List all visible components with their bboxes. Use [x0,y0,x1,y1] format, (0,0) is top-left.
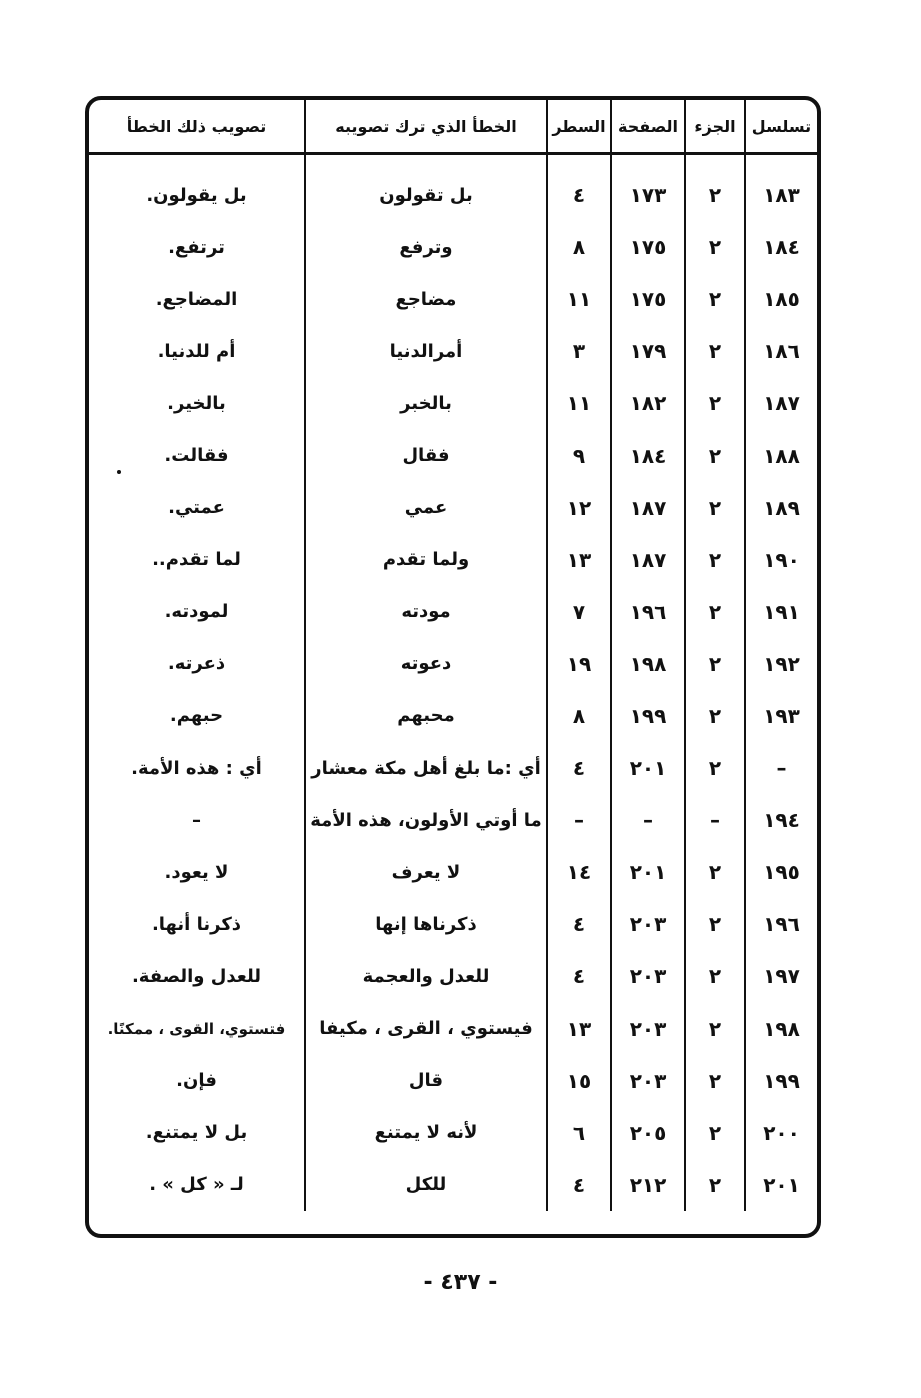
error-cell: مودته [305,586,547,638]
line-cell: ٤ [547,898,611,950]
line-cell: ٤ [547,154,611,222]
page-cell: ٢٠٣ [611,898,685,950]
correction-cell: ترتفع. [168,236,225,258]
error-cell: محبهم [305,690,547,742]
page-cell: ٢٠٣ [611,1003,685,1055]
error-cell: للعدل والعجمة [305,950,547,1002]
page-cell: ١٧٥ [611,221,685,273]
page-cell: ١٩٩ [611,690,685,742]
serial-cell: ١٩٠ [745,534,817,586]
table-row [89,1055,817,1107]
error-cell: فقال [305,429,547,481]
table-row [89,638,817,690]
page-cell: ٢١٢ [611,1159,685,1211]
line-cell: ٧ [547,586,611,638]
error-cell: وترفع [305,221,547,273]
volume-cell: ٢ [685,950,745,1002]
correction-cell: ذعرته. [167,653,226,675]
line-cell: ١٣ [547,1003,611,1055]
line-cell: ٨ [547,690,611,742]
correction-cell: لا يعود. [164,861,229,883]
errata-table-frame [85,96,821,1238]
volume-cell: ٢ [685,482,745,534]
page-cell: ٢٠١ [611,742,685,794]
table-row [89,586,817,638]
error-cell: مضاجع [305,273,547,325]
line-cell: ٤ [547,742,611,794]
page-cell: ٢٠١ [611,846,685,898]
correction-cell: عمتي. [168,497,225,519]
table-row [89,534,817,586]
volume-cell: ٢ [685,534,745,586]
volume-cell: ٢ [685,325,745,377]
correction-cell: ذكرنا أنها. [151,913,242,935]
serial-cell: ١٩٢ [745,638,817,690]
volume-cell: ٢ [685,1055,745,1107]
volume-cell: ٢ [685,638,745,690]
volume-cell: ٢ [685,846,745,898]
header-page: الصفحة [611,100,685,154]
page-cell: ١٨٢ [611,377,685,429]
page-cell: ١٩٨ [611,638,685,690]
line-cell: ١١ [547,273,611,325]
table-row [89,1159,817,1211]
serial-cell: ١٨٩ [745,482,817,534]
error-cell: أمرالدنيا [305,325,547,377]
table-row [89,898,817,950]
line-cell: ٨ [547,221,611,273]
volume-cell: ٢ [685,154,745,222]
volume-cell: ٢ [685,1107,745,1159]
table-row [89,325,817,377]
table-row [89,377,817,429]
serial-cell: ١٩٨ [745,1003,817,1055]
page-cell: – [611,794,685,846]
table-row [89,950,817,1002]
serial-cell: ٢٠٠ [745,1107,817,1159]
volume-cell: ٢ [685,742,745,794]
page-cell: ١٧٣ [611,154,685,222]
serial-cell: – [745,742,817,794]
table-row [89,1107,817,1159]
line-cell: ١٥ [547,1055,611,1107]
error-cell: ما أوتي الأولون، هذه الأمة [305,794,547,846]
line-cell: ١٤ [547,846,611,898]
serial-cell: ١٨٣ [745,154,817,222]
page-cell: ٢٠٣ [611,1055,685,1107]
volume-cell: ٢ [685,586,745,638]
table-row [89,1003,817,1055]
correction-cell: أم للدنيا. [157,340,236,362]
serial-cell: ١٨٤ [745,221,817,273]
page-cell: ١٧٩ [611,325,685,377]
page-cell: ١٩٦ [611,586,685,638]
page-cell: ٢٠٥ [611,1107,685,1159]
header-serial: تسلسل [745,100,817,154]
volume-cell: ٢ [685,1159,745,1211]
line-cell: ١١ [547,377,611,429]
table-row [89,794,817,846]
error-cell: لأنه لا يمتنع [305,1107,547,1159]
table-row [89,690,817,742]
table-row [89,482,817,534]
correction-cell: بل لا يمتنع. [145,1122,248,1144]
correction-cell: أي : هذه الأمة. [131,757,262,779]
serial-cell: ١٩٦ [745,898,817,950]
line-cell: – [547,794,611,846]
table-row [89,273,817,325]
line-cell: ٩ [547,429,611,481]
line-cell: ٣ [547,325,611,377]
line-cell: ١٣ [547,534,611,586]
correction-cell: حبهم. [169,705,224,727]
page-cell: ١٧٥ [611,273,685,325]
error-cell: دعوته [305,638,547,690]
error-cell: للكل [305,1159,547,1211]
serial-cell: ١٩٣ [745,690,817,742]
correction-cell: لمودته. [164,601,229,623]
table-row [89,742,817,794]
correction-cell: – [192,809,201,831]
page-cell: ٢٠٣ [611,950,685,1002]
error-cell: ولما تقدم [305,534,547,586]
table-row [89,846,817,898]
error-cell: ذكرناها إنها [305,898,547,950]
serial-cell: ١٨٨ [745,429,817,481]
table-row [89,154,817,222]
table-header-row [89,100,817,154]
page-number: - ٤٣٧ - [423,1270,498,1295]
header-error: الخطأ الذي ترك تصويبه [305,100,547,154]
error-cell: بالخبر [305,377,547,429]
line-cell: ١٩ [547,638,611,690]
table-row [89,429,817,481]
header-line: السطر [547,100,611,154]
error-cell: قال [305,1055,547,1107]
correction-cell: لـ « كل » . [149,1174,244,1196]
error-cell: عمي [305,482,547,534]
serial-cell: ١٩٤ [745,794,817,846]
page-cell: ١٨٧ [611,482,685,534]
errata-table [89,100,817,1211]
volume-cell: ٢ [685,1003,745,1055]
correction-cell: لما تقدم.. [152,549,241,571]
correction-cell: المضاجع. [155,288,238,310]
volume-cell: ٢ [685,429,745,481]
header-volume: الجزء [685,100,745,154]
volume-cell: ٢ [685,273,745,325]
volume-cell: ٢ [685,377,745,429]
table-body [89,154,817,1211]
line-cell: ٦ [547,1107,611,1159]
serial-cell: ١٨٥ [745,273,817,325]
line-cell: ٤ [547,950,611,1002]
serial-cell: ١٩٩ [745,1055,817,1107]
correction-cell: فإن. [176,1070,217,1092]
volume-cell: ٢ [685,221,745,273]
volume-cell: ٢ [685,690,745,742]
serial-cell: ١٩٥ [745,846,817,898]
error-cell: لا يعرف [305,846,547,898]
error-cell: بل تقولون [305,154,547,222]
serial-cell: ١٨٦ [745,325,817,377]
error-cell: فيستوي ، القرى ، مكيفا [305,1003,547,1055]
line-cell: ١٢ [547,482,611,534]
volume-cell: ٢ [685,898,745,950]
error-cell: أي :ما بلغ أهل مكة معشار [305,742,547,794]
serial-cell: ١٩١ [745,586,817,638]
line-cell: ٤ [547,1159,611,1211]
page-cell: ١٨٧ [611,534,685,586]
serial-cell: ١٨٧ [745,377,817,429]
serial-cell: ٢٠١ [745,1159,817,1211]
correction-cell: فتستوي، القوى ، ممكنًا. [107,1019,286,1038]
header-correction: تصويب ذلك الخطأ [89,100,305,154]
page-cell: ١٨٤ [611,429,685,481]
volume-cell: – [685,794,745,846]
correction-cell: للعدل والصفة. [131,965,262,987]
serial-cell: ١٩٧ [745,950,817,1002]
table-row [89,221,817,273]
correction-cell: بل يقولون. [146,184,247,206]
correction-cell: فقالت. [164,445,229,467]
correction-cell: بالخير. [167,392,226,414]
